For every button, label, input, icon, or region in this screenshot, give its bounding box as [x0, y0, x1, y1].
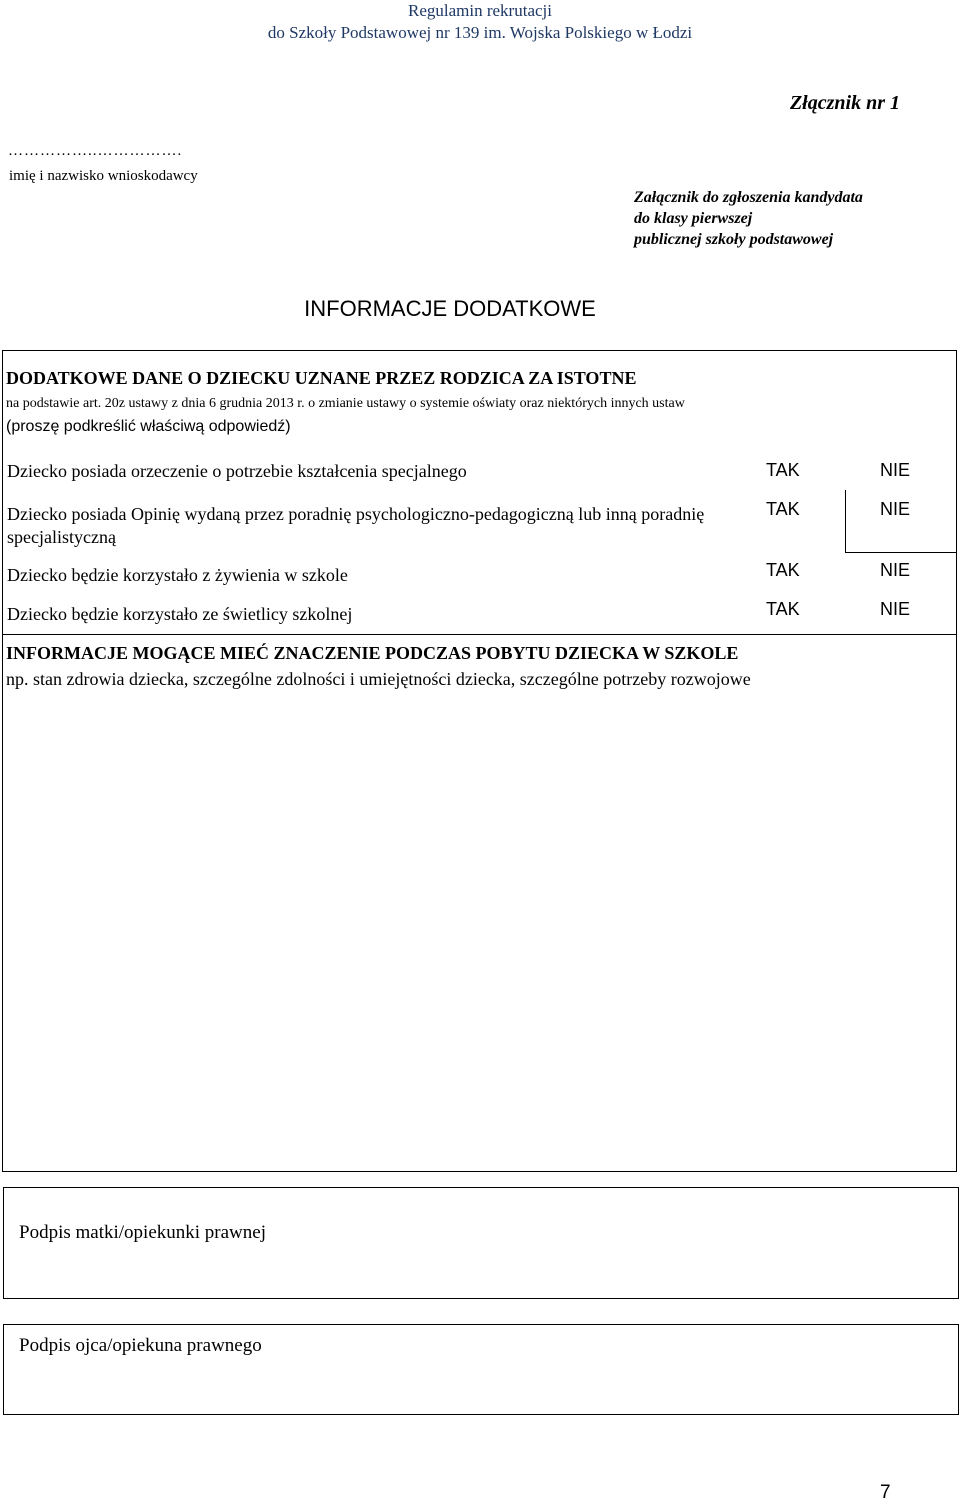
answer-no-option[interactable]: NIE [880, 560, 911, 580]
header-line-1: Regulamin rekrutacji [408, 1, 552, 20]
instruction-text: (proszę podkreślić właściwą odpowiedź) [6, 418, 291, 435]
mother-signature-box[interactable] [3, 1187, 959, 1299]
applicant-name-field[interactable]: ……………..……………. [8, 143, 183, 159]
answer-yes-option[interactable]: TAK [766, 599, 800, 619]
table-divider [845, 552, 957, 553]
question-counselling-opinion: Dziecko posiada Opinię wydaną przez poradnię psychologiczno-pedagogiczną lub inną poradnię specjalistyczną [7, 504, 705, 547]
answer-yes-option[interactable]: TAK [766, 460, 800, 480]
answer-no-option[interactable]: NIE [880, 499, 911, 519]
answer-no-option[interactable]: NIE [880, 460, 911, 480]
section-2-title: INFORMACJE MOGĄCE MIEĆ ZNACZENIE PODCZAS POBYTU DZIECKA W SZKOLE [6, 643, 739, 663]
answer-yes-option[interactable]: TAK [766, 499, 800, 519]
section-1-title: DODATKOWE DANE O DZIECKU UZNANE PRZEZ RODZICA ZA ISTOTNE [6, 368, 637, 388]
additional-data-section [2, 350, 957, 635]
table-divider [845, 490, 846, 552]
attachment-description-line: Załącznik do zgłoszenia kandydata [634, 189, 863, 206]
additional-info-section[interactable] [2, 635, 957, 1172]
header-line-2: do Szkoły Podstawowej nr 139 im. Wojska Polskiego w Łodzi [267, 23, 693, 42]
attachment-description-line: do klasy pierwszej [634, 210, 753, 227]
father-signature-box[interactable] [3, 1324, 959, 1415]
document-title: INFORMACJE DODATKOWE [304, 296, 596, 321]
question-after-school-club: Dziecko będzie korzystało ze świetlicy szkolnej [7, 604, 353, 624]
question-special-education: Dziecko posiada orzeczenie o potrzebie kształcenia specjalnego [7, 461, 467, 481]
legal-basis-text: na podstawie art. 20z ustawy z dnia 6 grudnia 2013 r. o zmianie ustawy o systemie oświaty oraz niektórych innych ustaw [6, 396, 685, 411]
page-number: 7 [880, 1482, 891, 1503]
section-2-subtitle: np. stan zdrowia dziecka, szczególne zdolności i umiejętności dziecka, szczególne potrzeby rozwojowe [6, 669, 751, 689]
attachment-number: Złącznik nr 1 [789, 92, 900, 114]
mother-signature-label: Podpis matki/opiekunki prawnej [19, 1222, 266, 1243]
father-signature-label: Podpis ojca/opiekuna prawnego [19, 1335, 262, 1356]
question-school-meals: Dziecko będzie korzystało z żywienia w szkole [7, 565, 348, 585]
applicant-name-label: imię i nazwisko wnioskodawcy [9, 168, 198, 184]
document-header [0, 0, 960, 44]
answer-yes-option[interactable]: TAK [766, 560, 800, 580]
attachment-description [634, 187, 863, 250]
answer-no-option[interactable]: NIE [880, 599, 911, 619]
attachment-description-line: publicznej szkoły podstawowej [634, 231, 834, 248]
